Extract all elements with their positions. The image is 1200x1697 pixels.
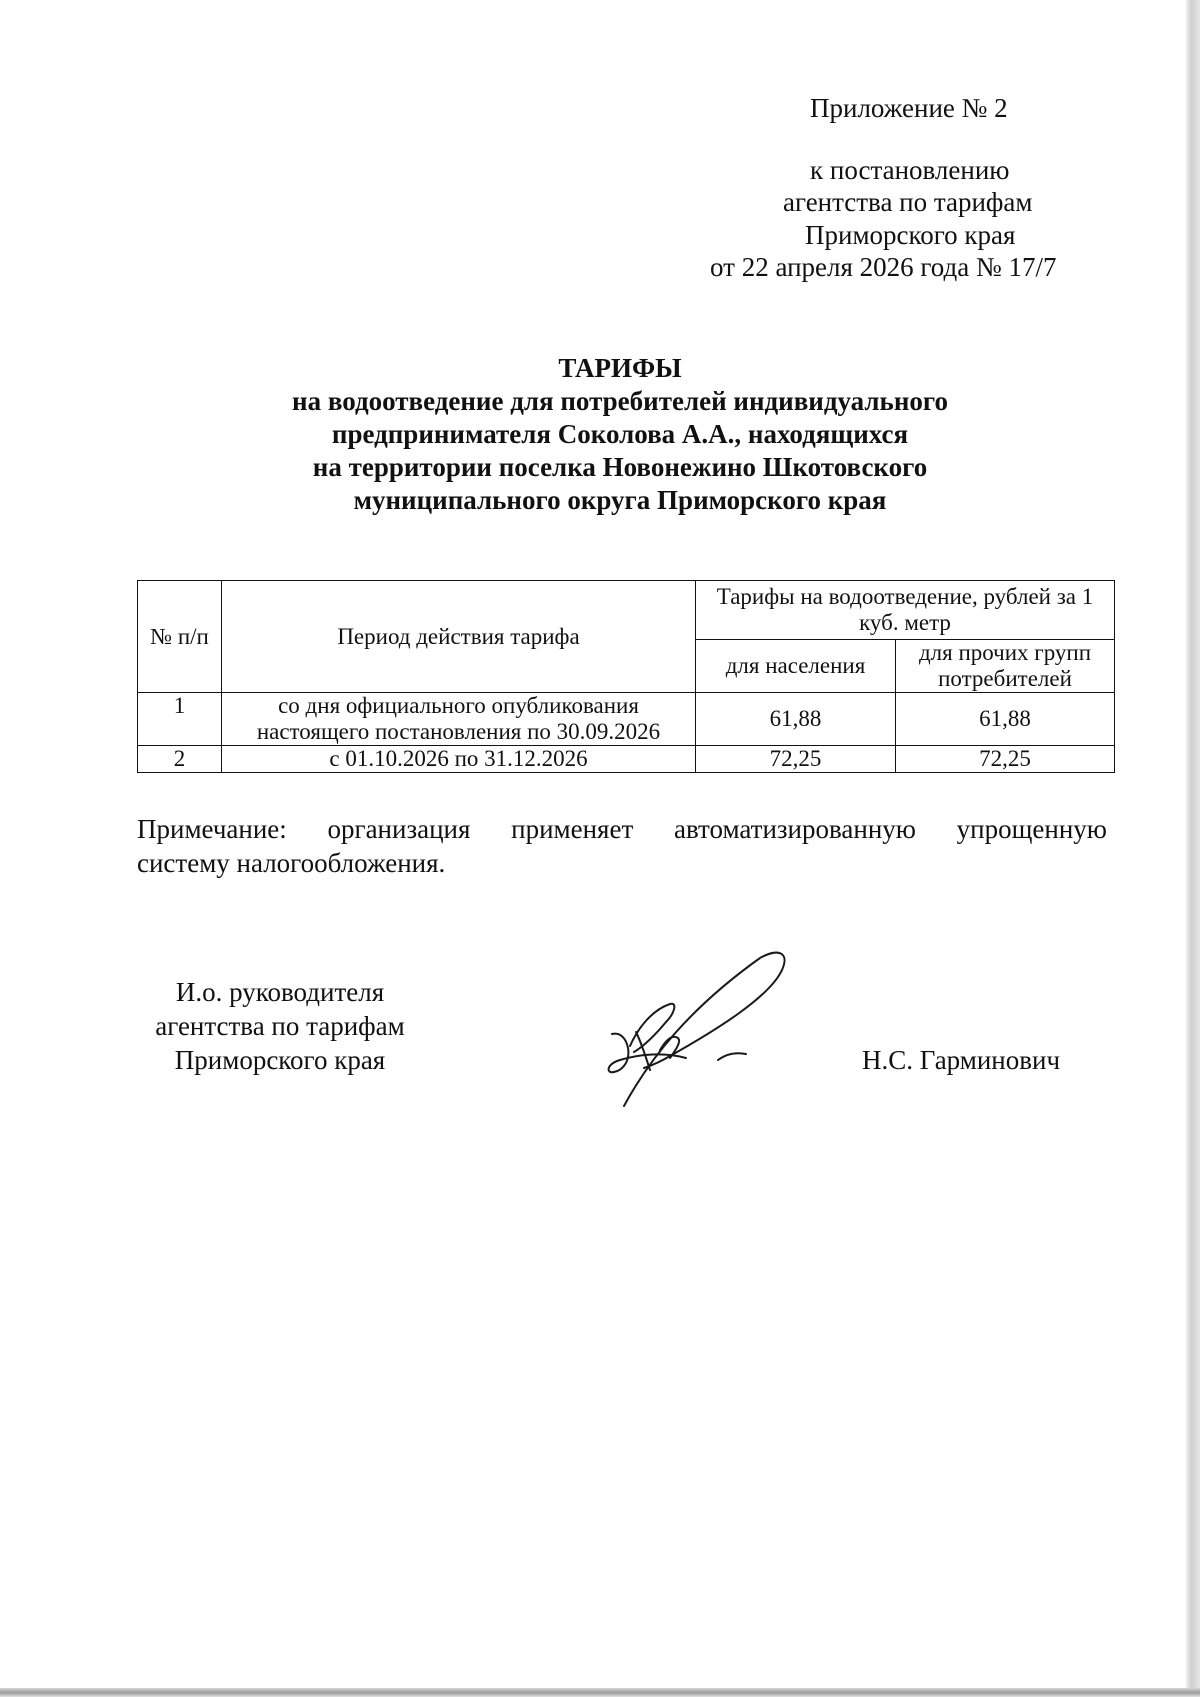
heading-title: ТАРИФЫ xyxy=(558,353,682,383)
note-word: применяет xyxy=(511,814,634,844)
annex-title: Приложение № 2 xyxy=(810,93,1008,123)
annex-to-resolution: к постановлению xyxy=(810,155,1010,185)
document-heading xyxy=(140,352,1100,517)
heading-line: на водоотведение для потребителей индивидуального xyxy=(292,386,948,416)
annex-agency: агентства по тарифам xyxy=(783,187,1033,217)
heading-line: на территории поселка Новонежино Шкотовского xyxy=(312,452,928,482)
note-word: организация xyxy=(327,814,471,844)
row-other-groups-tariff: 61,88 xyxy=(896,693,1115,746)
header-period: Период действия тарифа xyxy=(222,581,696,693)
header-population: для населения xyxy=(696,640,896,693)
handwritten-signature xyxy=(600,948,800,1108)
header-tariffs: Тарифы на водоотведение, рублей за 1 куб. метр xyxy=(696,581,1115,640)
note xyxy=(137,812,1107,880)
note-line: систему налогообложения. xyxy=(137,848,446,878)
table-row xyxy=(138,693,1115,746)
row-number: 2 xyxy=(138,746,222,773)
table-row xyxy=(138,746,1115,773)
row-period: с 01.10.2026 по 31.12.2026 xyxy=(222,746,696,773)
row-number: 1 xyxy=(138,693,222,746)
table-header-row xyxy=(138,581,1115,640)
signer-position-line: Приморского края xyxy=(174,1045,386,1075)
row-population-tariff: 61,88 xyxy=(696,693,896,746)
annex-region: Приморского края xyxy=(805,220,1016,250)
scan-edge-shadow xyxy=(0,1688,1200,1697)
note-word: Примечание: xyxy=(137,814,287,844)
row-period: со дня официального опубликования настоящего постановления по 30.09.2026 xyxy=(222,693,696,746)
heading-line: предпринимателя Соколова А.А., находящихся xyxy=(331,419,909,449)
header-other-groups: для прочих групп потребителей xyxy=(896,640,1115,693)
note-line xyxy=(137,812,1107,846)
signer-name: Н.С. Гарминович xyxy=(862,1045,1061,1075)
row-other-groups-tariff: 72,25 xyxy=(896,746,1115,773)
scan-edge-shadow xyxy=(1186,0,1200,1697)
signer-position-line: И.о. руководителя xyxy=(175,977,385,1007)
heading-line: муниципального округа Приморского края xyxy=(353,485,887,515)
header-number: № п/п xyxy=(138,581,222,693)
annex-date-number: от 22 апреля 2026 года № 17/7 xyxy=(710,252,1057,282)
tariff-table xyxy=(137,580,1115,773)
signer-position-line: агентства по тарифам xyxy=(155,1011,405,1041)
signer-position xyxy=(130,975,430,1077)
note-word: автоматизированную xyxy=(673,814,916,844)
row-population-tariff: 72,25 xyxy=(696,746,896,773)
note-word: упрощенную xyxy=(956,814,1107,844)
